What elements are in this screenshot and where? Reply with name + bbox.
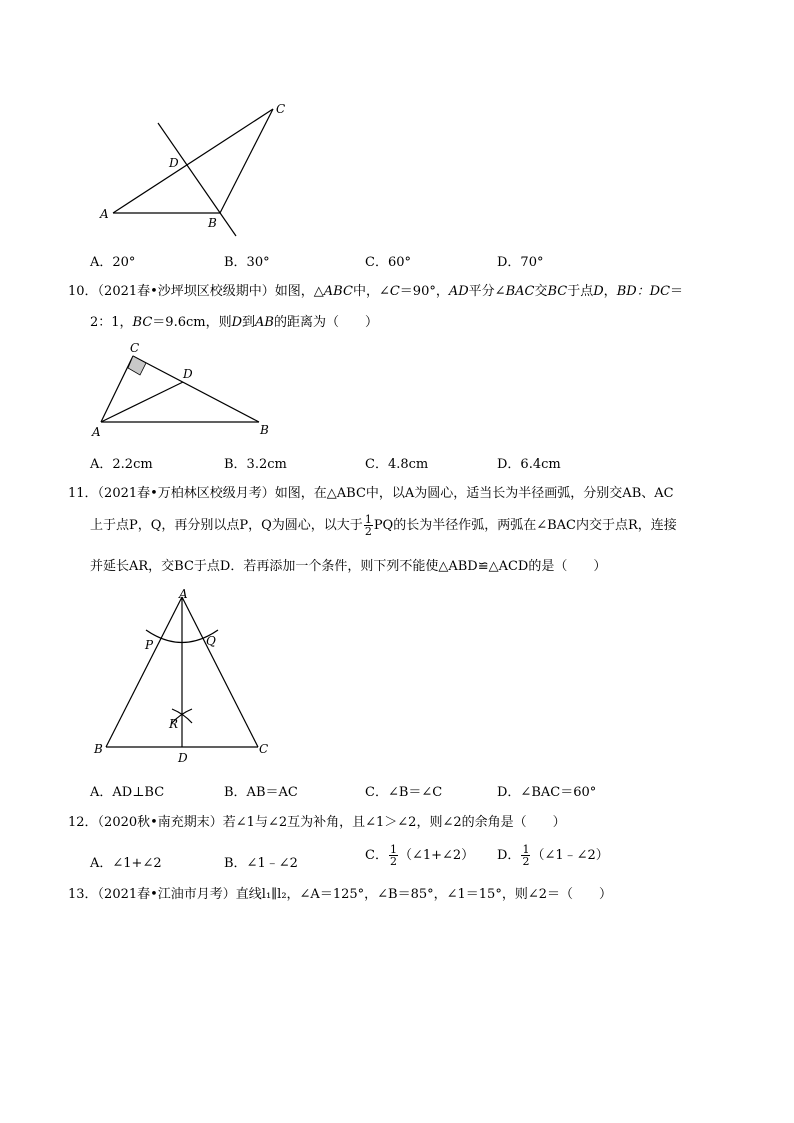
q10-option-c: C．4.8cm [365,457,429,472]
q9-option-c: C．60° [365,255,411,270]
label-a: A [100,207,109,221]
label-a: A [179,587,188,601]
label-d: D [183,367,193,381]
q11-stem-line2: 上于点P，Q，再分别以点P，Q为圆心，以大于 $\frac{1}{2}$ PQ的长为半径作弧，两弧在∠BAC内交于点R，连接 [90,513,677,538]
q12-option-b: B．∠1﹣∠2 [224,856,298,871]
label-q: Q [206,634,216,648]
q10-option-a: A．2.2cm [90,457,153,472]
label-c: C [276,102,286,116]
q12-stem: 12．（2020秋•南充期末）若∠1与∠2互为补角，且∠1＞∠2，则∠2的余角是（ ） [68,815,566,830]
q11-option-b: B．AB＝AC [224,785,298,800]
label-p: P [145,638,154,652]
q10-option-b: B．3.2cm [224,457,287,472]
segment-ac [101,356,133,422]
figure-q10 [88,340,288,440]
segment-ac [182,597,258,747]
segment-ac [113,109,273,213]
label-r: R [169,717,179,731]
q11-option-c: C．∠B＝∠C [365,785,443,800]
q9-option-a: A．20° [90,255,136,270]
label-a: A [92,425,101,439]
label-b: B [94,742,103,756]
fraction-one-half: $\frac{1}{2}$ [522,843,530,868]
label-d: D [169,156,179,170]
q9-option-d: D．70° [497,255,544,270]
right-angle-mark [128,356,146,375]
figure-q9 [90,95,310,240]
fraction-one-half: $\frac{1}{2}$ [364,513,372,538]
label-b: B [208,216,217,230]
q10-stem-line1: 10．（2021春•沙坪坝区校级期中）如图，△ABC中，∠C＝90°，AD平分∠BAC交BC于点D，BD：DC＝ [68,284,684,299]
label-c: C [130,341,140,355]
fraction-one-half: $\frac{1}{2}$ [389,843,397,868]
q12-option-a: A．∠1+∠2 [90,856,162,871]
label-c: C [259,742,269,756]
label-b: B [260,423,269,437]
q11-option-a: A．AD⊥BC [90,785,165,800]
q10-option-d: D．6.4cm [497,457,561,472]
segment-cb [133,356,259,422]
q10-stem-line2: 2：1，BC＝9.6cm，则D到AB的距离为（ ） [90,315,379,330]
figure-q11 [88,585,288,765]
q13-stem: 13．（2021春•江油市月考）直线l₁∥l₂，∠A＝125°，∠B＝85°，∠1＝15°，则∠2＝（ ） [68,887,612,902]
q11-stem-line1: 11．（2021春•万柏林区校级月考）如图，在△ABC中，以A为圆心，适当长为半径画弧，分别交AB、AC [68,486,674,501]
label-d: D [178,751,188,765]
q12-option-d: D． $\frac{1}{2}$ （∠1﹣∠2） [497,843,609,868]
q12-option-c: C． $\frac{1}{2}$ （∠1+∠2） [365,843,475,868]
segment-ad [101,382,183,422]
q9-option-b: B．30° [224,255,270,270]
segment-bc [220,109,273,213]
q11-stem-line3: 并延长AR，交BC于点D．若再添加一个条件，则下列不能使△ABD≌△ACD的是（ ） [90,559,607,574]
q11-option-d: D．∠BAC＝60° [497,785,597,800]
